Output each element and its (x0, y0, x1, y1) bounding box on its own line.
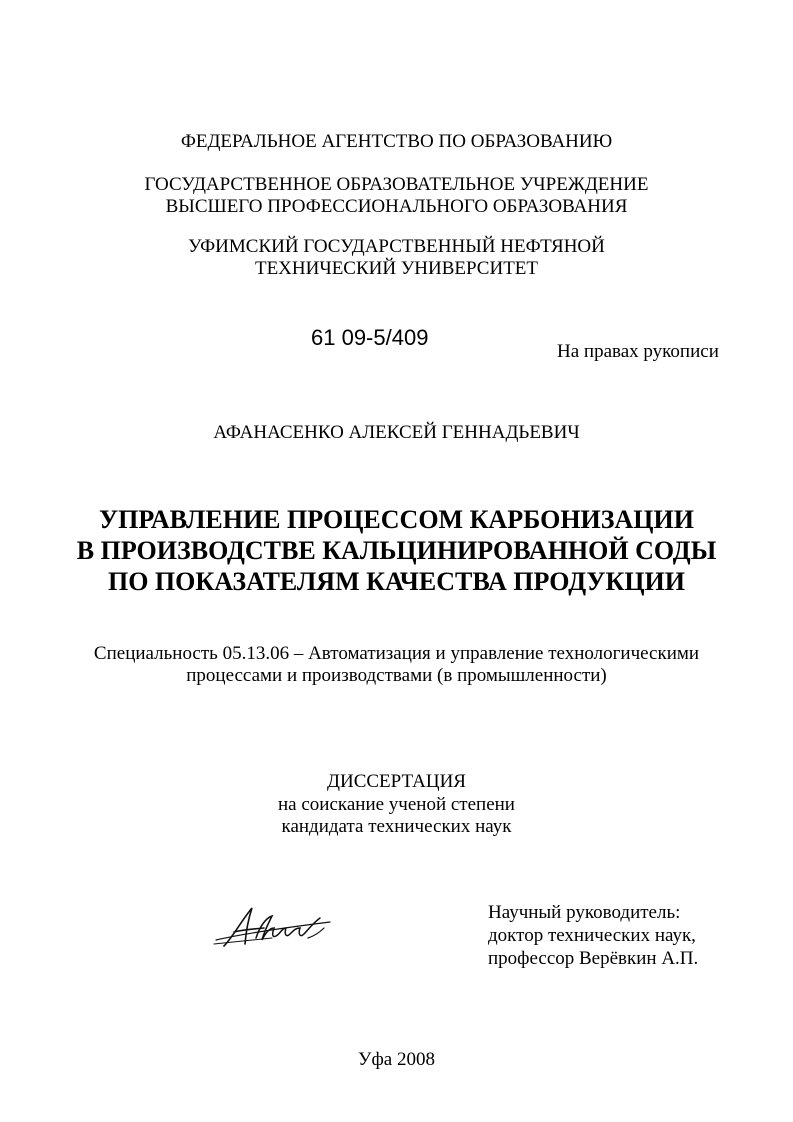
dissertation-type: ДИССЕРТАЦИЯ (327, 771, 466, 792)
degree-line-1: на соискание ученой степени (278, 794, 515, 815)
manuscript-note: На правах рукописи (557, 341, 719, 362)
catalog-code: 61 09-5/409 (311, 325, 429, 350)
dissertation-title-line-1: УПРАВЛЕНИЕ ПРОЦЕССОМ КАРБОНИЗАЦИИ (99, 505, 694, 534)
author-name: АФАНАСЕНКО АЛЕКСЕЙ ГЕННАДЬЕВИЧ (213, 422, 580, 443)
institution-line-1: ГОСУДАРСТВЕННОЕ ОБРАЗОВАТЕЛЬНОЕ УЧРЕЖДЕНИЕ (144, 174, 649, 195)
institution-line-2: ВЫСШЕГО ПРОФЕССИОНАЛЬНОГО ОБРАЗОВАНИЯ (165, 196, 628, 217)
supervisor-name: профессор Верёвкин А.П. (488, 948, 699, 969)
supervisor-block (488, 901, 698, 970)
university-line-2: ТЕХНИЧЕСКИЙ УНИВЕРСИТЕТ (254, 258, 539, 279)
signature-icon (212, 898, 342, 958)
dissertation-title-line-3: ПО ПОКАЗАТЕЛЯМ КАЧЕСТВА ПРОДУКЦИИ (107, 567, 685, 596)
degree-line-2: кандидата технических наук (281, 816, 512, 837)
supervisor-label: Научный руководитель: (488, 902, 681, 923)
dissertation-title-line-2: В ПРОИЗВОДСТВЕ КАЛЬЦИНИРОВАННОЙ СОДЫ (76, 536, 717, 565)
specialty-line-1: Специальность 05.13.06 – Автоматизация и управление технологическими (93, 643, 700, 664)
agency-name: ФЕДЕРАЛЬНОЕ АГЕНТСТВО ПО ОБРАЗОВАНИЮ (180, 131, 613, 152)
supervisor-degree: доктор технических наук, (488, 925, 696, 946)
specialty-line-2: процессами и производствами (в промышленности) (186, 665, 607, 686)
city-year: Уфа 2008 (358, 1049, 435, 1070)
university-line-1: УФИМСКИЙ ГОСУДАРСТВЕННЫЙ НЕФТЯНОЙ (188, 236, 605, 257)
